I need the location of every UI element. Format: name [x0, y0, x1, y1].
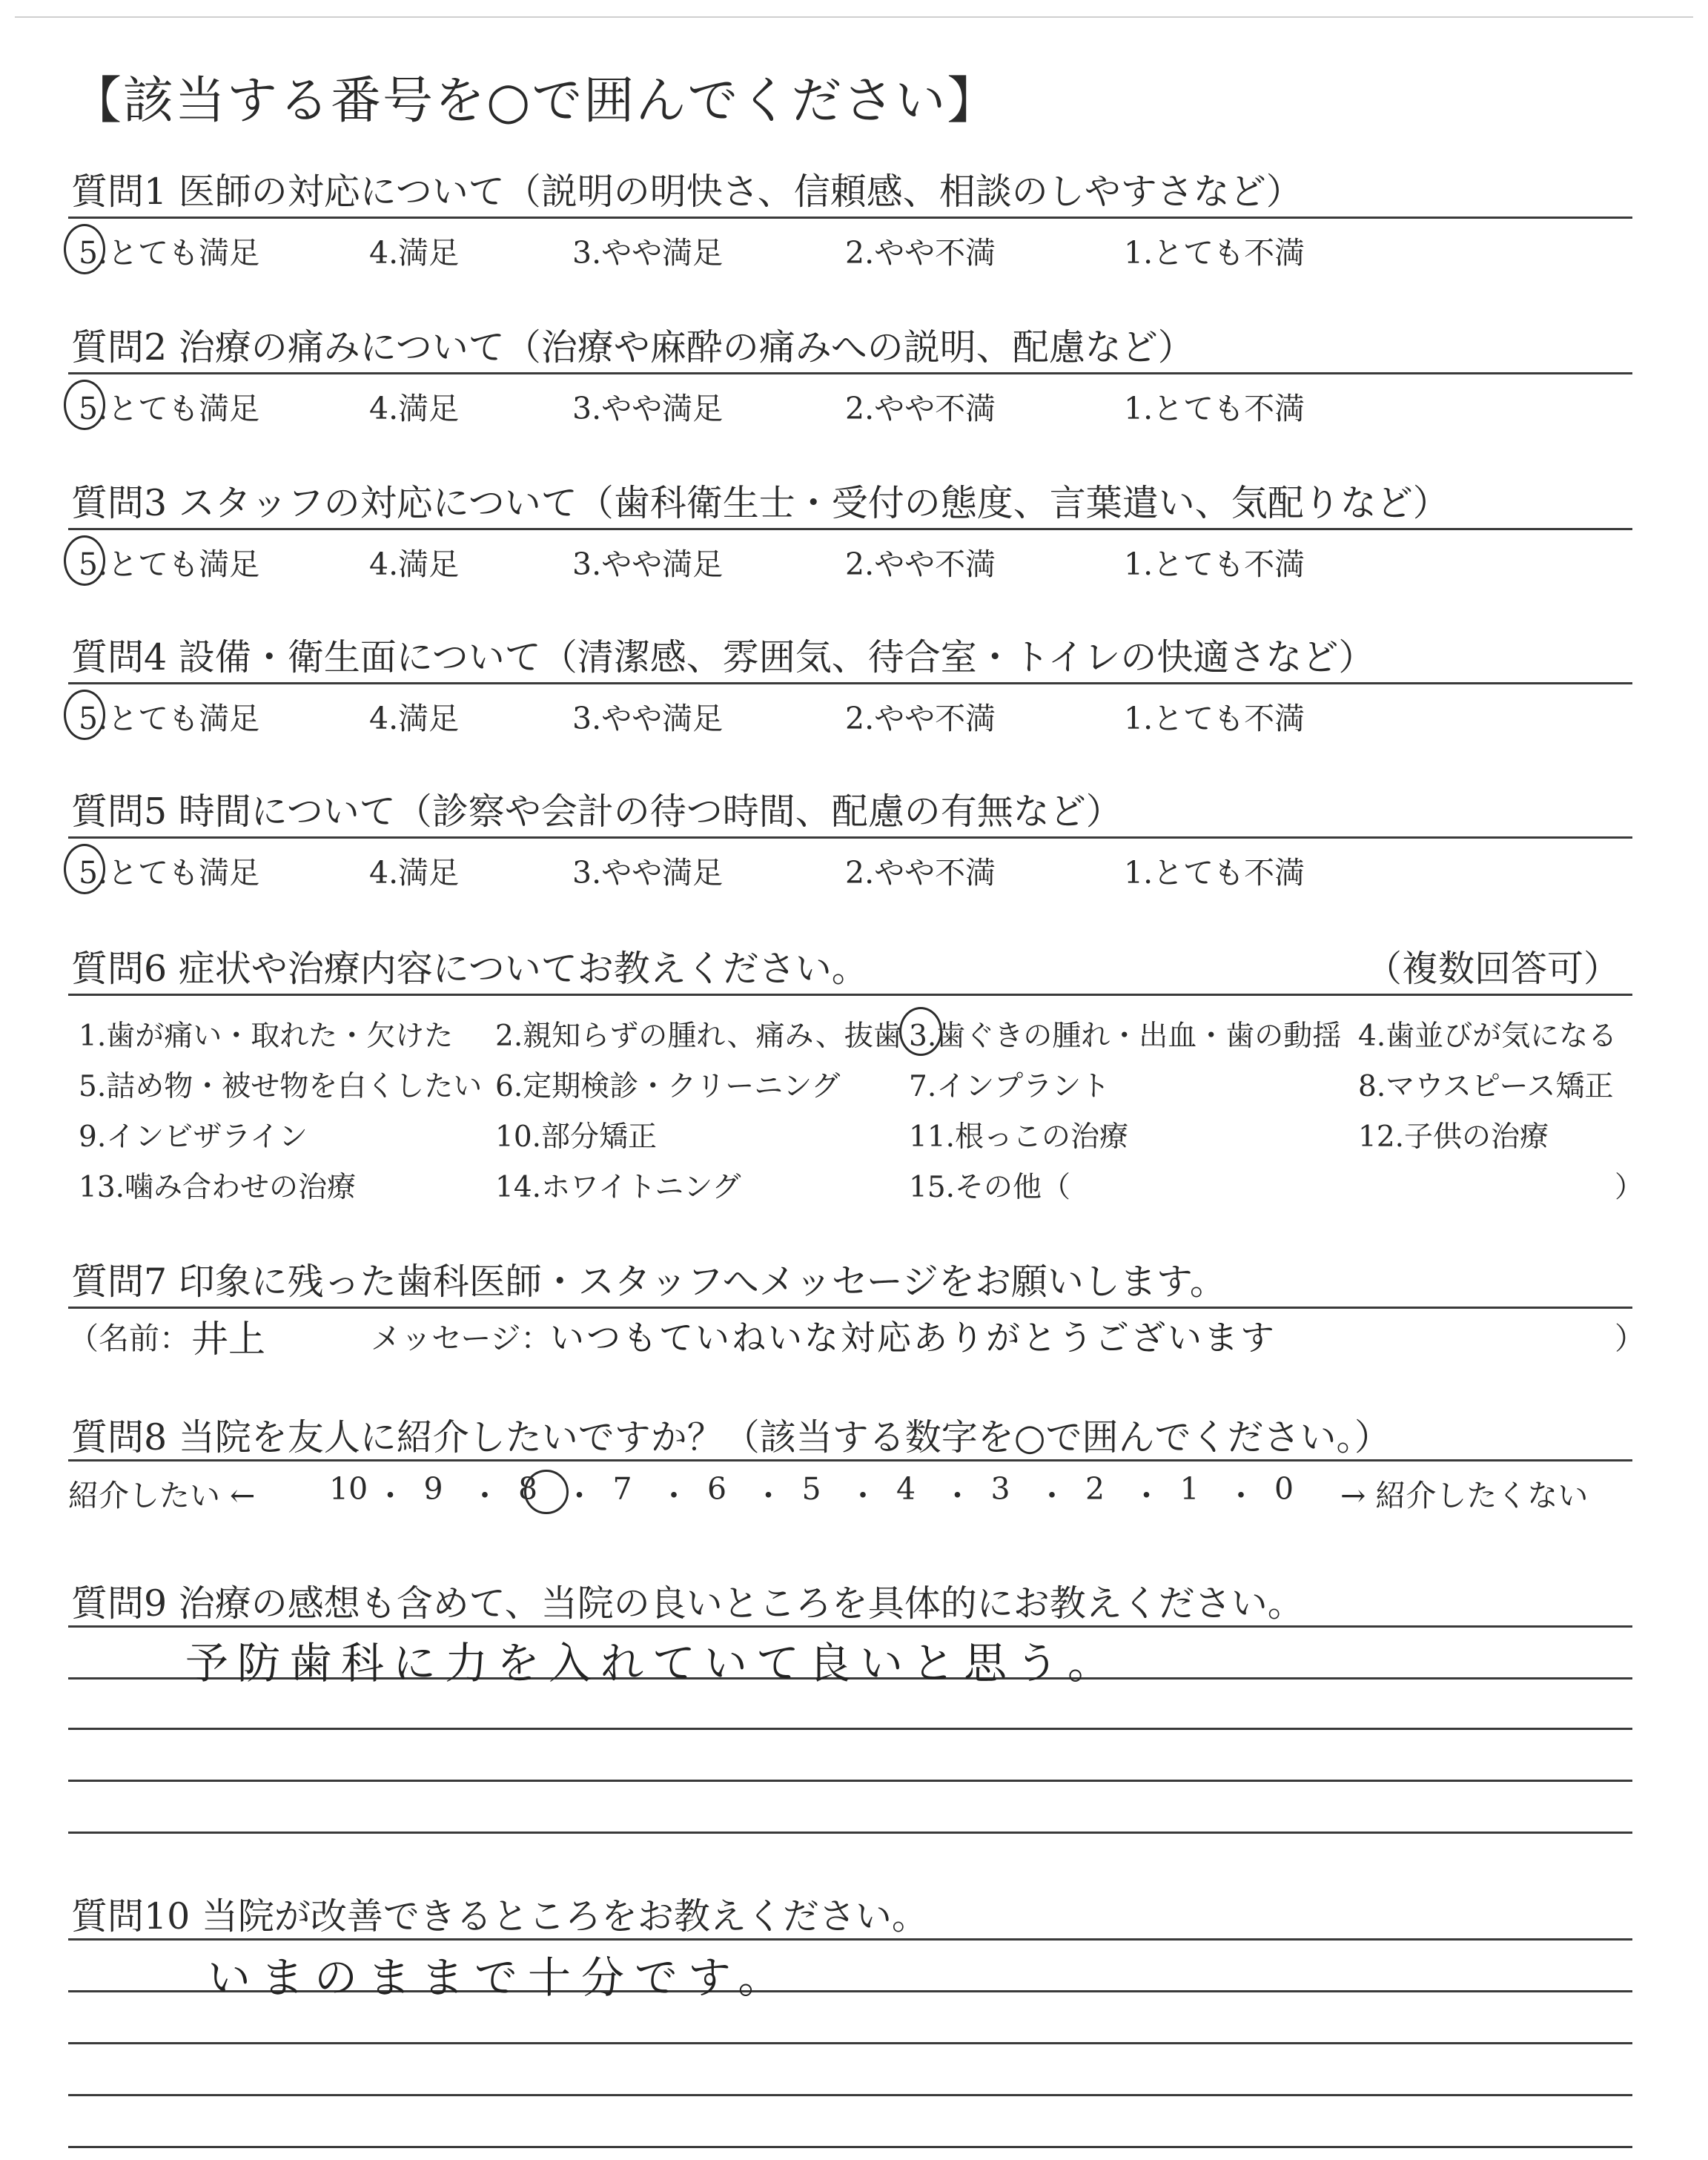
q1-option-1[interactable]: 1.とても不満: [1124, 235, 1305, 271]
q6-option-5[interactable]: 5.詰め物・被せ物を白くしたい: [79, 1070, 483, 1103]
q4-title: 質問4 設備・衛生面について（清潔感、雰囲気、待合室・トイレの快適さなど）: [71, 636, 1375, 678]
q6-selection-circle: [899, 1007, 942, 1056]
q4-rule: [68, 682, 1632, 684]
q9-title: 質問9 治療の感想も含めて、当院の良いところを具体的にお教えください。: [71, 1582, 1304, 1625]
q8-scale-separator: ・: [1131, 1478, 1162, 1513]
q6-option-8[interactable]: 8.マウスピース矯正: [1358, 1070, 1614, 1103]
q5-option-2[interactable]: 2.やや不満: [845, 855, 996, 891]
q1-option-2[interactable]: 2.やや不満: [845, 235, 996, 271]
q7-rule: [68, 1307, 1632, 1309]
q8-scale-8[interactable]: 8: [518, 1471, 538, 1507]
q7-close-paren: ）: [1615, 1321, 1645, 1356]
q1-option-3[interactable]: 3.やや満足: [572, 235, 724, 271]
q6-other-close: ）: [1615, 1171, 1644, 1204]
q6-option-7[interactable]: 7.インプラント: [909, 1070, 1110, 1103]
q6-option-4[interactable]: 4.歯並びが気になる: [1358, 1020, 1618, 1053]
q6-option-14[interactable]: 14.ホワイトニング: [495, 1171, 741, 1204]
q4-option-1[interactable]: 1.とても不満: [1124, 701, 1305, 736]
q5-option-4[interactable]: 4.満足: [369, 855, 460, 891]
q8-scale-separator: ・: [753, 1478, 784, 1513]
q9-rule-3: [68, 1728, 1632, 1730]
q3-title: 質問3 スタッフの対応について（歯科衛生士・受付の態度、言葉遣い、気配りなど）: [71, 482, 1449, 524]
q4-option-4[interactable]: 4.満足: [369, 701, 460, 736]
q2-selection-circle: [64, 380, 105, 430]
q9-rule-5: [68, 1832, 1632, 1834]
q10-rule-1: [68, 1938, 1632, 1941]
q5-rule: [68, 836, 1632, 839]
q8-scale-separator: ・: [469, 1478, 500, 1513]
q5-option-1[interactable]: 1.とても不満: [1124, 855, 1305, 891]
q3-option-5[interactable]: 5.とても満足: [79, 546, 260, 582]
q3-option-1[interactable]: 1.とても不満: [1124, 546, 1305, 582]
q2-option-1[interactable]: 1.とても不満: [1124, 391, 1305, 426]
q6-option-9[interactable]: 9.インビザライン: [79, 1120, 308, 1154]
q10-rule-5: [68, 2146, 1632, 2148]
q8-scale-7[interactable]: 7: [612, 1471, 632, 1507]
q6-rule: [68, 994, 1632, 996]
q6-option-12[interactable]: 12.子供の治療: [1358, 1120, 1549, 1154]
q8-scale-4[interactable]: 4: [896, 1471, 916, 1507]
q8-scale-1[interactable]: 1: [1179, 1471, 1199, 1507]
q5-option-3[interactable]: 3.やや満足: [572, 855, 724, 891]
q1-option-5[interactable]: 5.とても満足: [79, 235, 260, 271]
q4-option-2[interactable]: 2.やや不満: [845, 701, 996, 736]
q6-title: 質問6 症状や治療内容についてお教えください。: [71, 948, 868, 990]
q3-option-4[interactable]: 4.満足: [369, 546, 460, 582]
q8-scale-separator: ・: [1225, 1478, 1257, 1513]
page-header: 【該当する番号を○で囲んでください】: [71, 72, 999, 131]
q7-message-label: メッセージ：: [371, 1321, 552, 1356]
q9-rule-4: [68, 1780, 1632, 1782]
q6-option-1[interactable]: 1.歯が痛い・取れた・欠けた: [79, 1020, 454, 1053]
q7-title: 質問7 印象に残った歯科医師・スタッフへメッセージをお願いします。: [71, 1261, 1226, 1303]
q10-title: 質問10 当院が改善できるところをお教えください。: [71, 1895, 928, 1938]
q2-rule: [68, 372, 1632, 374]
q9-answer[interactable]: 予防歯科に力を入れていて良いと思う。: [185, 1638, 1120, 1688]
q3-rule: [68, 528, 1632, 530]
q3-option-3[interactable]: 3.やや満足: [572, 546, 724, 582]
q8-scale-separator: ・: [658, 1478, 689, 1513]
q8-scale-separator: ・: [1036, 1478, 1068, 1513]
q6-option-2[interactable]: 2.親知らずの腫れ、痛み、抜歯: [495, 1020, 902, 1053]
q2-option-5[interactable]: 5.とても満足: [79, 391, 260, 426]
q6-option-15[interactable]: 15.その他（: [909, 1171, 1071, 1204]
q8-scale-6[interactable]: 6: [707, 1471, 727, 1507]
q6-option-10[interactable]: 10.部分矯正: [495, 1120, 658, 1154]
q2-option-4[interactable]: 4.満足: [369, 391, 460, 426]
q1-selection-circle: [64, 224, 105, 274]
q5-selection-circle: [64, 844, 105, 894]
q8-rule: [68, 1459, 1632, 1462]
q10-rule-3: [68, 2042, 1632, 2044]
q3-selection-circle: [64, 535, 105, 586]
q6-option-11[interactable]: 11.根っこの治療: [909, 1120, 1129, 1154]
q4-selection-circle: [64, 690, 105, 740]
q8-scale-0[interactable]: 0: [1274, 1471, 1294, 1507]
q8-scale-3[interactable]: 3: [990, 1471, 1010, 1507]
q9-rule-1: [68, 1625, 1632, 1628]
q8-scale-separator: ・: [942, 1478, 973, 1513]
q7-name-label: （名前：: [68, 1321, 190, 1356]
q4-option-5[interactable]: 5.とても満足: [79, 701, 260, 736]
q8-scale-2[interactable]: 2: [1085, 1471, 1105, 1507]
q6-note: （複数回答可）: [1366, 948, 1621, 990]
q1-option-4[interactable]: 4.満足: [369, 235, 460, 271]
q8-selection-circle: [524, 1470, 569, 1514]
q1-title: 質問1 医師の対応について（説明の明快さ、信頼感、相談のしやすさなど）: [71, 171, 1302, 213]
q6-option-13[interactable]: 13.噛み合わせの治療: [79, 1171, 357, 1204]
q8-scale-10[interactable]: 10: [329, 1471, 368, 1507]
q2-option-2[interactable]: 2.やや不満: [845, 391, 996, 426]
q10-rule-4: [68, 2094, 1632, 2096]
q2-option-3[interactable]: 3.やや満足: [572, 391, 724, 426]
q10-answer[interactable]: いまのままで十分です。: [208, 1952, 792, 2003]
q8-scale-separator: ・: [375, 1478, 406, 1513]
q5-title: 質問5 時間について（診察や会計の待つ時間、配慮の有無など）: [71, 790, 1122, 833]
q8-scale-separator: ・: [847, 1478, 878, 1513]
q8-scale-separator: ・: [564, 1478, 595, 1513]
q3-option-2[interactable]: 2.やや不満: [845, 546, 996, 582]
q2-title: 質問2 治療の痛みについて（治療や麻酔の痛みへの説明、配慮など）: [71, 326, 1194, 369]
scan-edge-line: [15, 16, 1693, 18]
q8-scale-5[interactable]: 5: [801, 1471, 821, 1507]
q8-left-label: 紹介したい ←: [68, 1478, 256, 1513]
q7-name-value[interactable]: 井上: [191, 1318, 265, 1361]
q6-option-3[interactable]: 3.歯ぐきの腫れ・出血・歯の動揺: [909, 1020, 1342, 1053]
q8-title: 質問8 当院を友人に紹介したいですか？（該当する数字を○で囲んでください。）: [71, 1416, 1391, 1459]
q5-option-5[interactable]: 5.とても満足: [79, 855, 260, 891]
q6-option-6[interactable]: 6.定期検診・クリーニング: [495, 1070, 841, 1103]
q4-option-3[interactable]: 3.やや満足: [572, 701, 724, 736]
q7-message-value[interactable]: いつもていねいな対応ありがとうございます: [550, 1318, 1277, 1358]
q1-rule: [68, 217, 1632, 219]
q8-scale-9[interactable]: 9: [423, 1471, 443, 1507]
q8-right-label: → 紹介したくない: [1340, 1478, 1589, 1513]
